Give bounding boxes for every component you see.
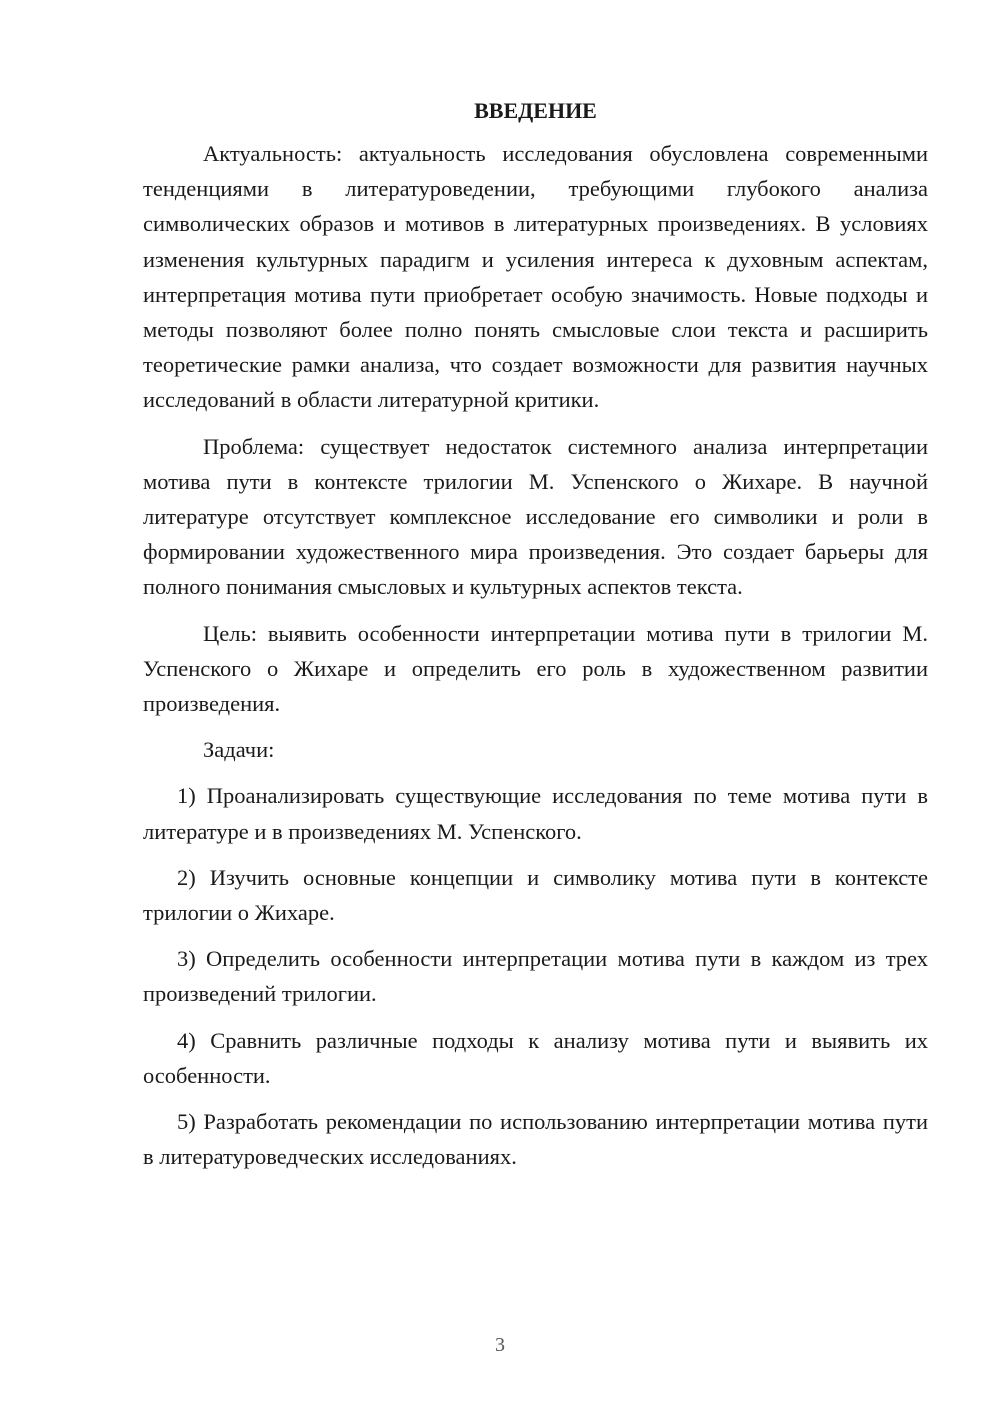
tasks-list (143, 778, 928, 1174)
problem-paragraph: Проблема: существует недостаток системного анализа интерпретации мотива пути в контексте трилогии М. Успенского о Жихаре. В научной литературе отсутствует комплексное исследование его символики и роли в формировании художественного мира произведения. Это создает барьеры для полного понимания смысловых и культурных аспектов текста. (143, 433, 928, 600)
relevance-paragraph: Актуальность: актуальность исследования обусловлена современными тенденциями в литературоведении, требующими глубокого анализа символических образов и мотивов в литературных произведениях. В условиях изменения культурных парадигм и усиления интереса к духовным аспектам, интерпретация мотива пути приобретает особую значимость. Новые подходы и методы позволяют более полно понять смысловые слои текста и расширить теоретические рамки анализа, что создает возможности для развития научных исследований в области литературной критики. (143, 141, 928, 413)
page-number: 3 (495, 1334, 505, 1356)
task-item-1: 1) Проанализировать существующие исследования по теме мотива пути в литературе и в произведениях М. Успенского. (143, 783, 928, 844)
goal-paragraph: Цель: выявить особенности интерпретации мотива пути в трилогии М. Успенского о Жихаре и определить его роль в художественном развитии произведения. (143, 620, 928, 717)
tasks-label: Задачи: (203, 737, 275, 763)
task-item-2: 2) Изучить основные концепции и символику мотива пути в контексте трилогии о Жихаре. (143, 864, 928, 926)
section-heading: ВВЕДЕНИЕ (474, 98, 597, 123)
document-page (143, 96, 928, 1185)
task-item-4: 4) Сравнить различные подходы к анализу мотива пути и выявить их особенности. (143, 1027, 928, 1088)
task-item-3: 3) Определить особенности интерпретации мотива пути в каждом из трех произведений трилогии. (143, 946, 928, 1007)
task-item-5: 5) Разработать рекомендации по использованию интерпретации мотива пути в литературоведческих исследованиях. (143, 1109, 928, 1170)
